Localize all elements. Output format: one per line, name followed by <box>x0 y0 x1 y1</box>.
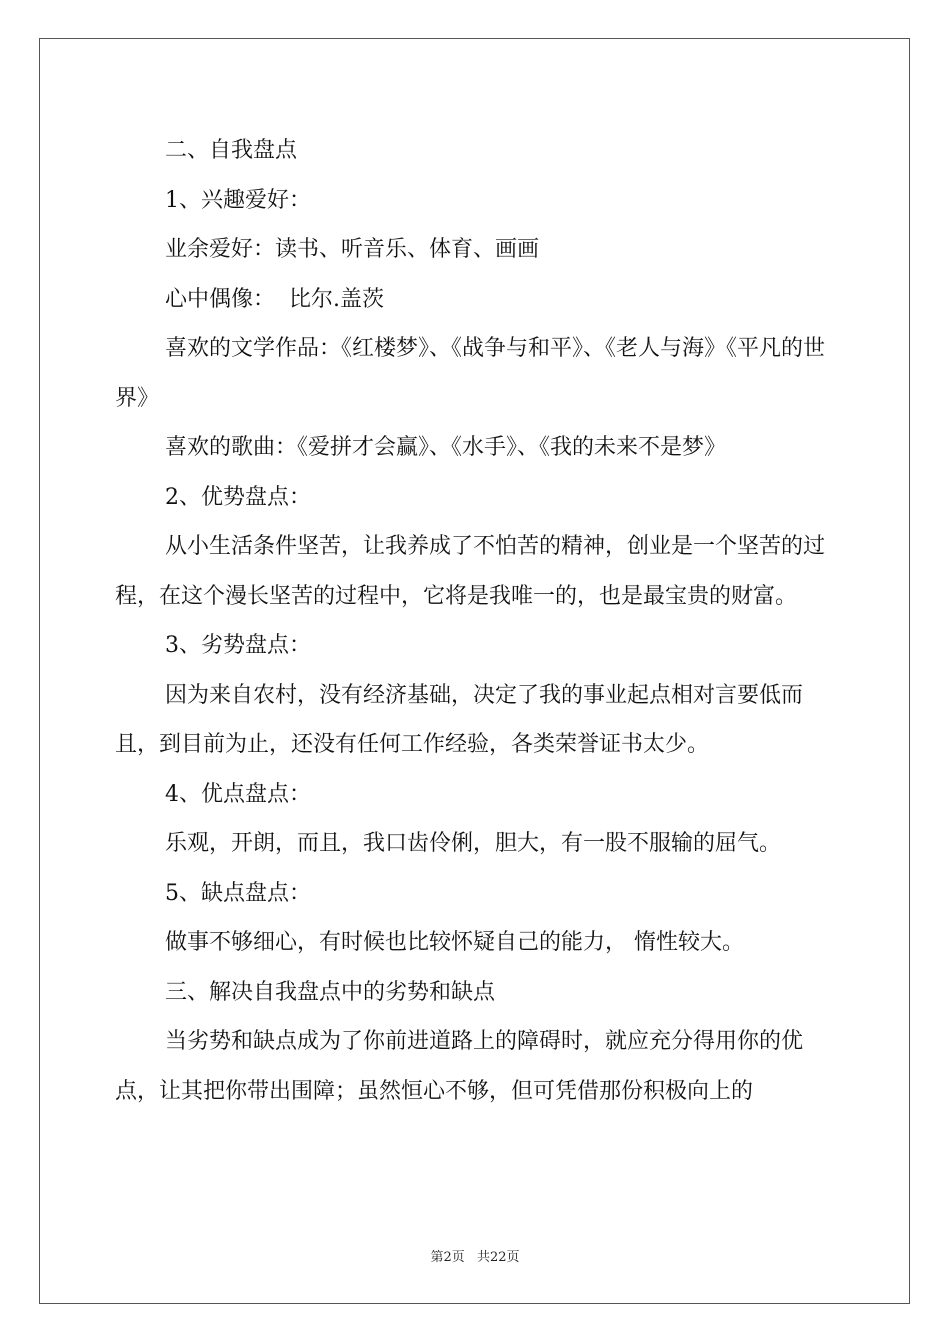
paragraph: 喜欢的歌曲：《爱拼才会赢》、《水手》、《我的未来不是梦》 <box>165 435 727 460</box>
paragraph: 做事不够细心，有时候也比较怀疑自己的能力， 惰性较大。 <box>165 930 744 955</box>
section-heading: 二、自我盘点 <box>165 138 298 163</box>
subheading-weaknesses: 3、劣势盘点： <box>165 633 311 658</box>
paragraph: 从小生活条件坚苦，让我养成了不怕苦的精神，创业是一个坚苦的过程，在这个漫长坚苦的过程中，它将是我唯一的，也是最宝贵的财富。 <box>115 534 826 609</box>
document-body <box>115 126 835 1116</box>
subheading-merits: 4、优点盘点： <box>165 781 311 807</box>
page-total: 共22页 <box>476 1250 520 1265</box>
paragraph: 乐观，开朗，而且，我口齿伶俐，胆大，有一股不服输的屈气。 <box>165 831 782 856</box>
subheading-interests: 1、兴趣爱好： <box>165 187 311 213</box>
section-heading: 三、解决自我盘点中的劣势和缺点 <box>165 979 496 1005</box>
page-number: 第2页 <box>430 1250 465 1265</box>
paragraph: 因为来自农村，没有经济基础，决定了我的事业起点相对言要低而且，到目前为止，还没有任何工作经验，各类荣誉证书太少。 <box>115 682 804 757</box>
paragraph: 业余爱好：读书、听音乐、体育、画画 <box>165 237 540 262</box>
subheading-strengths: 2、优势盘点： <box>165 484 311 510</box>
paragraph: 当劣势和缺点成为了你前进道路上的障碍时，就应充分得用你的优点，让其把你带出围障；虽然恒心不够，但可凭借那份积极向上的 <box>115 1029 804 1104</box>
subheading-shortcomings: 5、缺点盘点： <box>165 880 311 906</box>
paragraph: 心中偶像： 比尔.盖茨 <box>165 286 384 312</box>
page-footer <box>0 1246 950 1265</box>
paragraph: 喜欢的文学作品：《红楼梦》、《战争与和平》、《老人与海》《平凡的世界》 <box>115 336 826 411</box>
